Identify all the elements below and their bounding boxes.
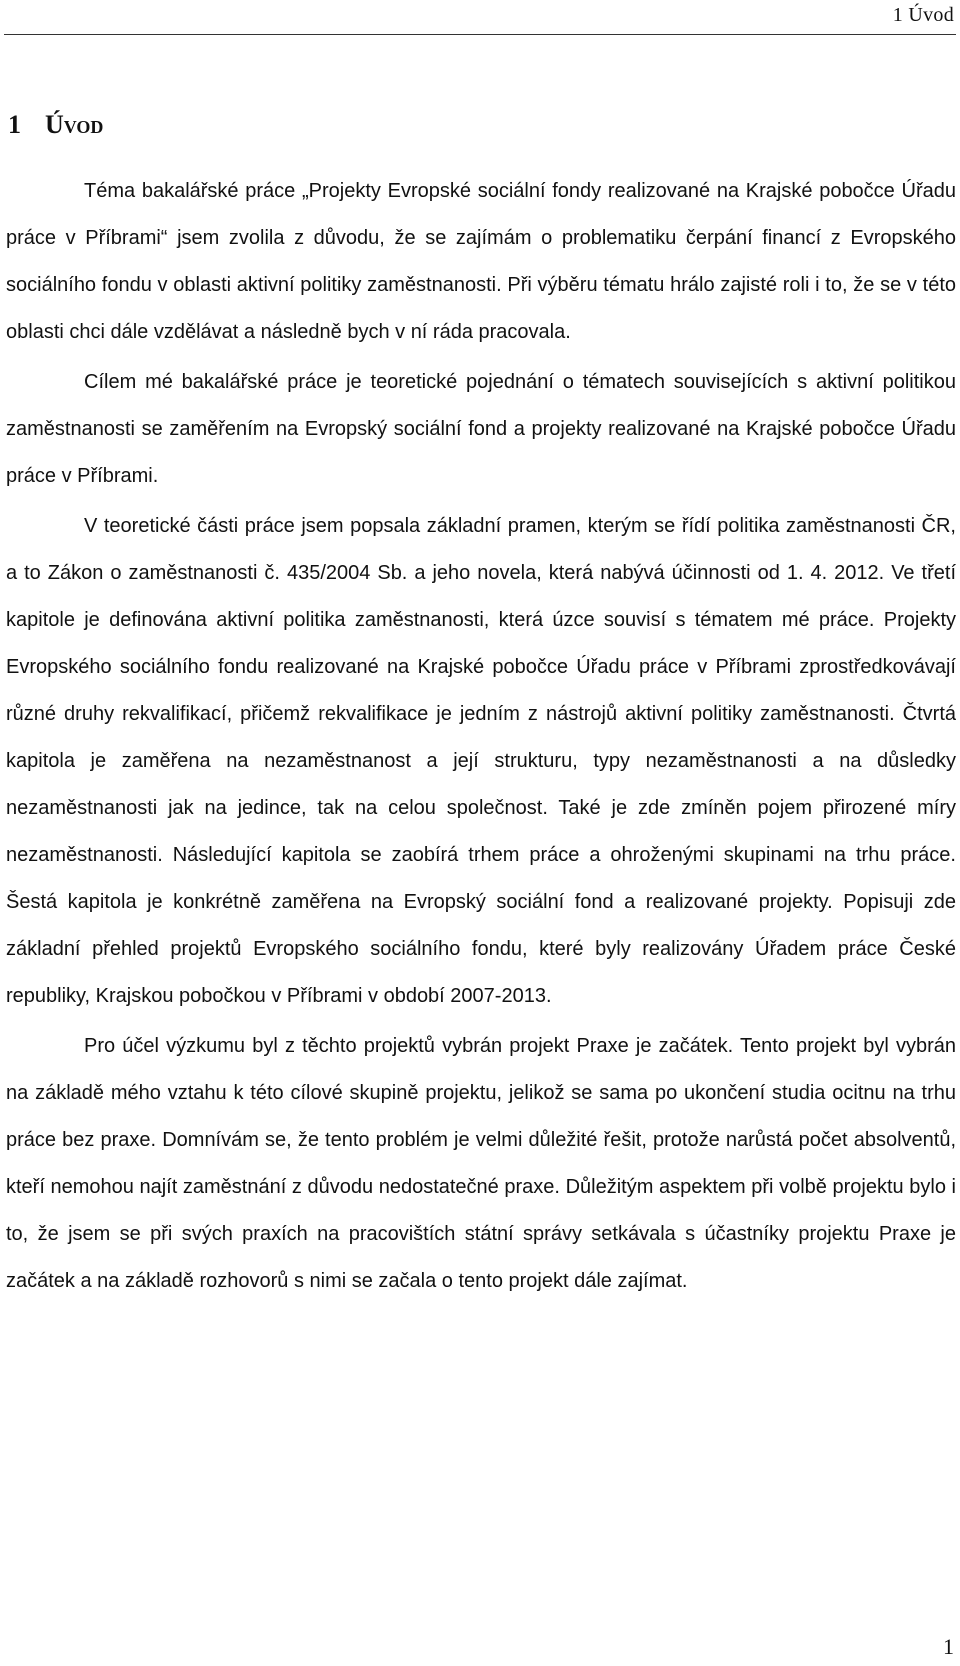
running-head: 1 Úvod (892, 4, 954, 26)
chapter-number: 1 (8, 110, 21, 139)
paragraph: Pro účel výzkumu byl z těchto projektů vybrán projekt Praxe je začátek. Tento projekt byl vybrán na základě mého vztahu k této cílové skupině projektu, jelikož se sama po ukončení studia ocitnu na trhu práce bez praxe. Domnívám se, že tento problém je velmi důležité řešit, protože narůstá počet absolventů, kteří nemohou najít zaměstnání z důvodu nedostatečné praxe. Důležitým aspektem při volbě projektu bylo i to, že jsem se při svých praxích na pracovištích státní správy setkávala s účastníky projektu Praxe je začátek a na základě rozhovorů s nimi se začala o tento projekt dále zajímat. (6, 1035, 956, 1292)
page-number: 1 (943, 1634, 954, 1659)
body-text (6, 168, 956, 1305)
page-header (4, 0, 956, 35)
paragraph: Téma bakalářské práce „Projekty Evropské sociální fondy realizované na Krajské pobočce Úřadu práce v Příbrami“ jsem zvolila z důvodu, že se zajímám o problematiku čerpání financí z Evropského sociálního fondu v oblasti aktivní politiky zaměstnanosti. Při výběru tématu hrálo zajisté roli i to, že se v této oblasti chci dále vzdělávat a následně bych v ní ráda pracovala. (6, 180, 956, 343)
chapter-heading (8, 110, 103, 140)
paragraph: V teoretické části práce jsem popsala základní pramen, kterým se řídí politika zaměstnanosti ČR, a to Zákon o zaměstnanosti č. 435/2004 Sb. a jeho novela, která nabývá účinnosti od 1. 4. 2012. Ve třetí kapitole je definována aktivní politika zaměstnanosti, která úzce souvisí s tématem mé práce. Projekty Evropského sociálního fondu realizované na Krajské pobočce Úřadu práce v Příbrami zprostředkovávají různé druhy rekvalifikací, přičemž rekvalifikace je jedním z nástrojů aktivní politiky zaměstnanosti. Čtvrtá kapitola je zaměřena na nezaměstnanost a její strukturu, typy nezaměstnanosti a na důsledky nezaměstnanosti jak na jedince, tak na celou společnost. Také je zde zmíněn pojem přirozené míry nezaměstnanosti. Následující kapitola se zaobírá trhem práce a ohroženými skupinami na trhu práce. Šestá kapitola je konkrétně zaměřena na Evropský sociální fond a realizované projekty. Popisuji zde základní přehled projektů Evropského sociálního fondu, které byly realizovány Úřadem práce České republiky, Krajskou pobočkou v Příbrami v období 2007-2013. (6, 515, 956, 1007)
paragraph: Cílem mé bakalářské práce je teoretické pojednání o tématech souvisejících s aktivní politikou zaměstnanosti se zaměřením na Evropský sociální fond a projekty realizované na Krajské pobočce Úřadu práce v Příbrami. (6, 371, 956, 487)
chapter-title: Úvod (45, 110, 104, 139)
